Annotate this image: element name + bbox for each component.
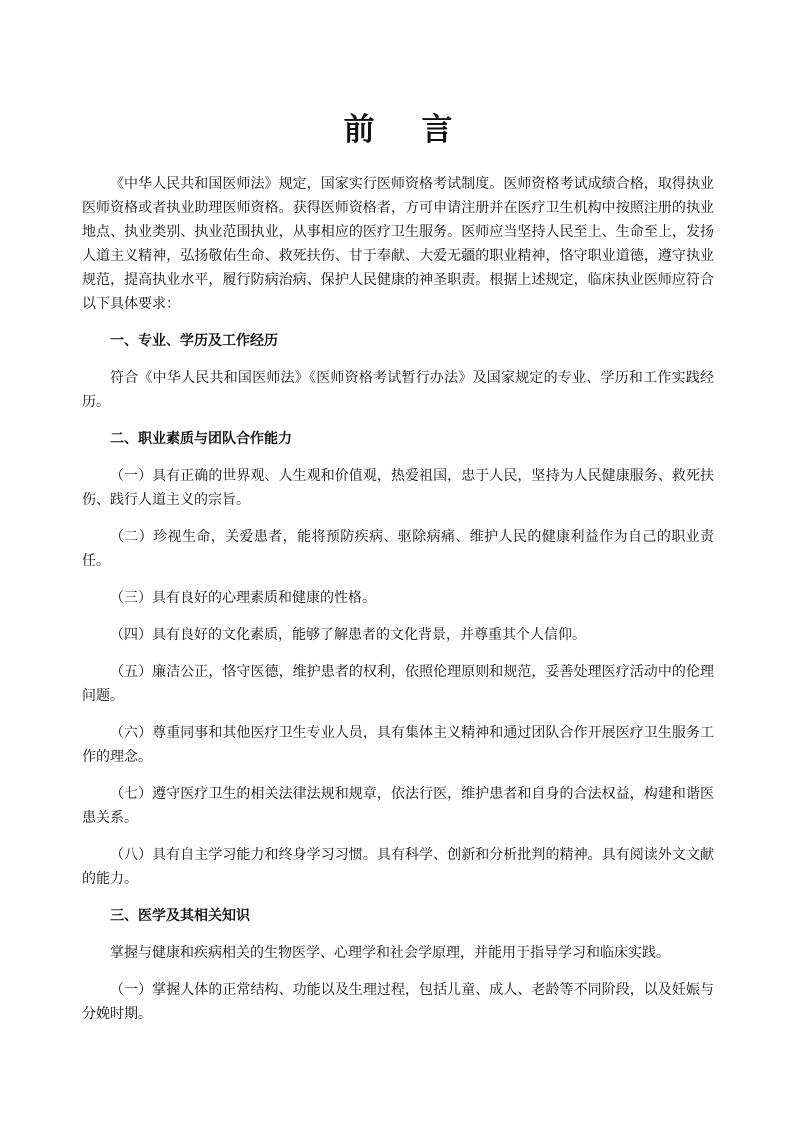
section-heading-1: 一、专业、学历及工作经历 — [110, 333, 278, 349]
paragraph: 符合《中华人民共和国医师法》《医师资格考试暂行办法》及国家规定的专业、学历和工作实践经历。 — [82, 370, 714, 410]
intro-paragraph: 《中华人民共和国医师法》规定，国家实行医师资格考试制度。医师资格考试成绩合格，取得执业医师资格或者执业助理医师资格。获得医师资格者，方可申请注册并在医疗卫生机构中按照注册的执业地点、执业类别、执业范围执业，从事相应的医疗卫生服务。医师应当坚持人民至上、生命至上，发扬人道主义精神，弘扬敬佑生命、救死扶伤、甘于奉献、大爱无疆的职业精神，恪守职业道德，遵守执业规范，提高执业水平，履行防病治病、保护人民健康的神圣职责。根据上述规定，临床执业医师应符合以下具体要求： — [82, 176, 714, 312]
paragraph: （三）具有良好的心理素质和健康的性格。 — [110, 590, 376, 606]
paragraph: （四）具有良好的文化素质，能够了解患者的文化背景，并尊重其个人信仰。 — [110, 627, 586, 643]
paragraph: （八）具有自主学习能力和终身学习习惯。具有科学、创新和分析批判的精神。具有阅读外文文献的能力。 — [82, 847, 714, 887]
paragraph: （一）掌握人体的正常结构、功能以及生理过程，包括儿童、成人、老龄等不同阶段，以及妊娠与分娩时期。 — [82, 982, 714, 1022]
section-heading-3: 三、医学及其相关知识 — [110, 908, 250, 924]
paragraph: 掌握与健康和疾病相关的生物医学、心理学和社会学原理，并能用于指导学习和临床实践。 — [110, 945, 670, 961]
paragraph: （七）遵守医疗卫生的相关法律法规和规章，依法行医，维护患者和自身的合法权益，构建和谐医患关系。 — [82, 786, 714, 826]
document-body — [82, 172, 714, 1039]
page-title: 前 言 — [343, 112, 471, 148]
paragraph: （六）尊重同事和其他医疗卫生专业人员，具有集体主义精神和通过团队合作开展医疗卫生服务工作的理念。 — [82, 725, 714, 765]
paragraph: （二）珍视生命，关爱患者，能将预防疾病、驱除病痛、维护人民的健康利益作为自己的职业责任。 — [82, 529, 714, 569]
section-heading-2: 二、职业素质与团队合作能力 — [110, 431, 292, 447]
paragraph: （一）具有正确的世界观、人生观和价值观，热爱祖国，忠于人民，坚持为人民健康服务、救死扶伤、践行人道主义的宗旨。 — [82, 468, 714, 508]
paragraph: （五）廉洁公正，恪守医德，维护患者的权利，依照伦理原则和规范，妥善处理医疗活动中的伦理问题。 — [82, 664, 714, 704]
